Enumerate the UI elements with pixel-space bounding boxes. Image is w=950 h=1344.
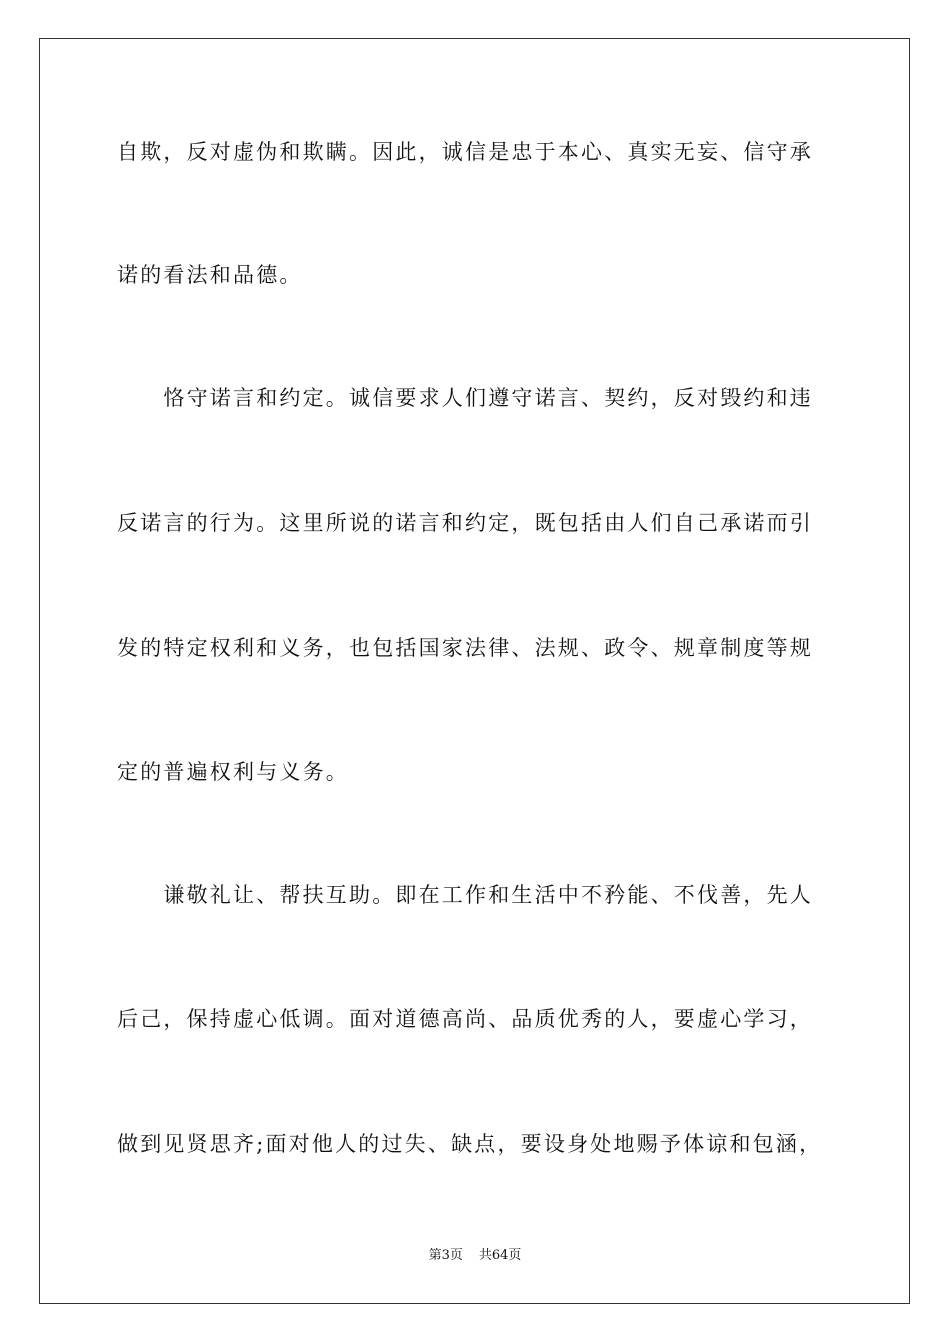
- paragraph-start-line: 谦敬礼让、帮扶互助。即在工作和生活中不矜能、不伐善，先人: [117, 883, 813, 907]
- text-line: 自欺，反对虚伪和欺瞒。因此，诚信是忠于本心、真实无妄、信守承: [117, 140, 813, 164]
- text-line: 反诺言的行为。这里所说的诺言和约定，既包括由人们自己承诺而引: [117, 511, 813, 535]
- paragraph-start-line: 恪守诺言和约定。诚信要求人们遵守诺言、契约，反对毁约和违: [117, 386, 813, 410]
- text-line: 定的普遍权利与义务。: [117, 760, 349, 784]
- page-footer: [0, 1247, 950, 1265]
- text-line: 做到见贤思齐;面对他人的过失、缺点，要设身处地赐予体谅和包涵，: [117, 1132, 823, 1156]
- text-line: 发的特定权利和义务，也包括国家法律、法规、政令、规章制度等规: [117, 636, 813, 660]
- text-line: 后己，保持虚心低调。面对道德高尚、品质优秀的人，要虚心学习，: [117, 1007, 813, 1031]
- text-line: 诺的看法和品德。: [117, 263, 303, 287]
- page-total: 共64页: [478, 1248, 522, 1263]
- page-border: [39, 38, 910, 1304]
- page-number: 第3页: [428, 1248, 463, 1263]
